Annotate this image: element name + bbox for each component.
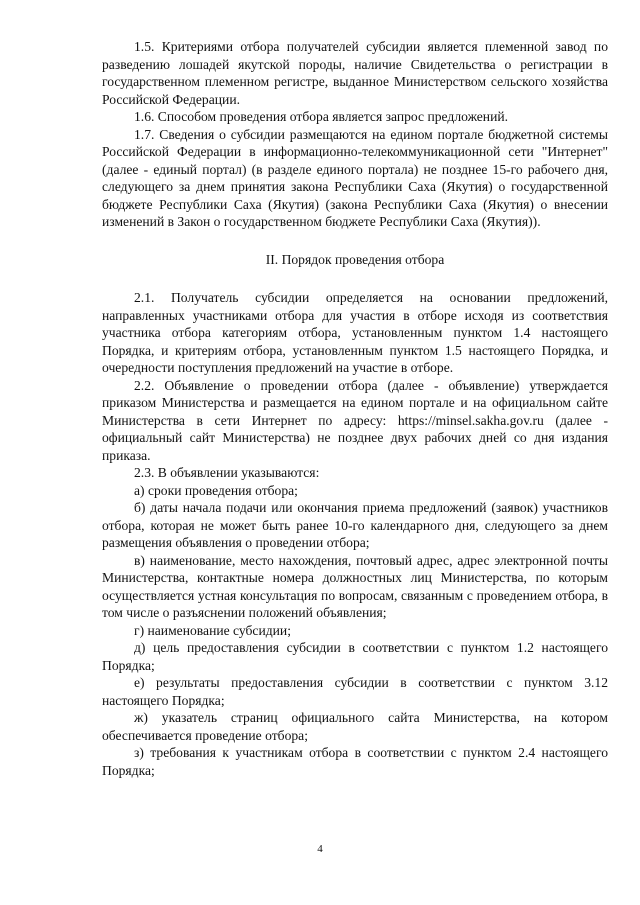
list-item-v: в) наименование, место нахождения, почтовый адрес, адрес электронной почты Министерства, контактные номера должностных лиц Министерства, по которым осуществляется устная консультация по вопросам, связанным с проведением отбора, в том числе о разъяснении положений объявления;: [102, 552, 608, 620]
list-item-e: е) результаты предоставления субсидии в соответствии с пунктом 3.12 настоящего Порядка;: [102, 675, 608, 708]
paragraph-1-6: 1.6. Способом проведения отбора является запрос предложений.: [134, 109, 509, 124]
paragraph-2-1: 2.1. Получатель субсидии определяется на основании предложений, направленных участниками отбора для участия в отборе исходя из соответствия участника отбора категориям отбора, установленным пунктом 1.4 настоящего Порядка, и критериям отбора, установленным пунктом 1.5 настоящего Порядка, и очередности поступления предложений на участие в отборе.: [102, 290, 608, 375]
list-item-a: а) сроки проведения отбора;: [134, 482, 298, 498]
page-number: 4: [317, 843, 323, 855]
list-item-d: д) цель предоставления субсидии в соответствии с пунктом 1.2 настоящего Порядка;: [102, 640, 608, 673]
document-page: [102, 38, 608, 779]
paragraph-1-7: 1.7. Сведения о субсидии размещаются на едином портале бюджетной системы Российской Федерации в информационно-телекоммуникационной сети "Интернет" (далее - единый портал) (в разделе единого портала) не позднее 15-го рабочего дня, следующего за днем принятия закона Республики Саха (Якутия) о государственной бюджете Республики Саха (Якутия) (закона Республики Саха (Якутия) о внесении изменений в Закон о государственном бюджете Республики Саха (Якутия)).: [102, 126, 608, 229]
list-item-b: б) даты начала подачи или окончания приема предложений (заявок) участников отбора, которая не может быть ранее 10-го календарного дня, следующего за днем размещения объявления о проведении отбора;: [102, 500, 608, 550]
list-item-z: з) требования к участникам отбора в соответствии с пунктом 2.4 настоящего Порядка;: [102, 745, 608, 778]
section-heading: II. Порядок проведения отбора: [265, 251, 445, 267]
list-item-g: г) наименование субсидии;: [134, 622, 291, 638]
list-item-zh: ж) указатель страниц официального сайта Министерства, на котором обеспечивается проведение отбора;: [102, 710, 608, 743]
paragraph-1-5: 1.5. Критериями отбора получателей субсидии является племенной завод по разведению лошадей якутской породы, наличие Свидетельства о регистрации в государственном племенном регистре, выданное Министерством сельского хозяйства Российской Федерации.: [102, 39, 608, 107]
paragraph-2-3: 2.3. В объявлении указываются:: [134, 465, 320, 480]
paragraph-2-2: 2.2. Объявление о проведении отбора (далее - объявление) утверждается приказом Министерства и размещается на едином портале и на официальном сайте Министерства в сети Интернет по адресу: https://minsel.sakha.gov.ru (далее - официальный сайт Министерства) не позднее двух рабочих дней со дня издания приказа.: [102, 377, 608, 463]
